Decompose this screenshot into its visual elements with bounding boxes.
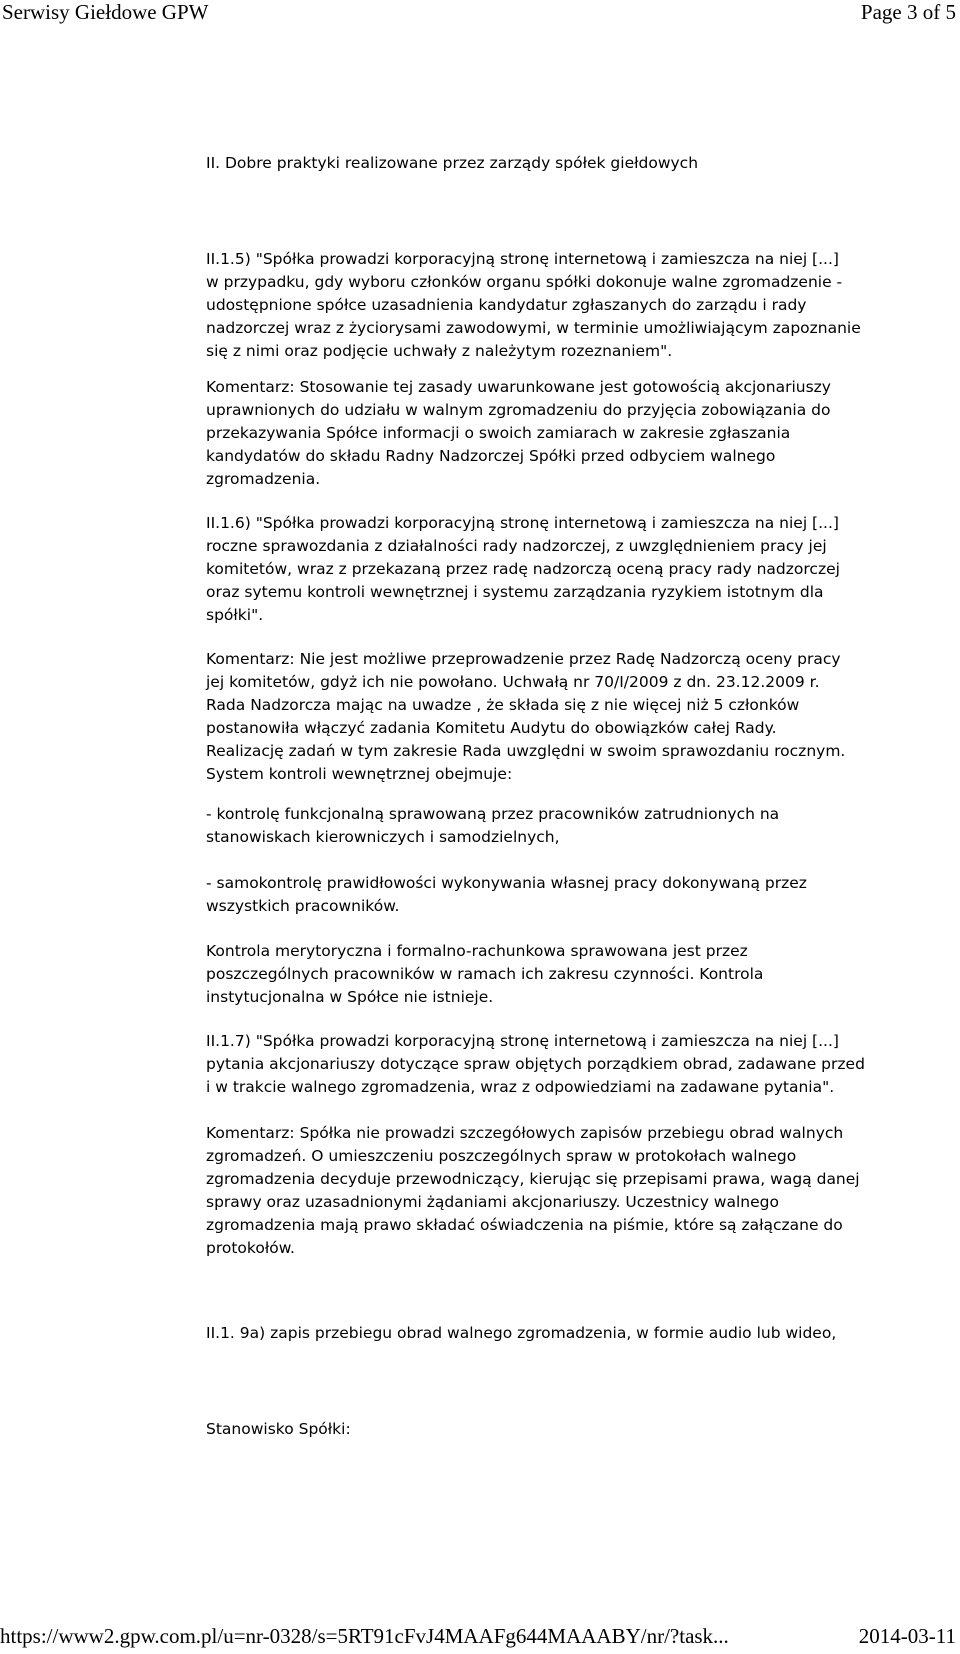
- paragraph: [206, 1122, 926, 1260]
- paragraph: [206, 1030, 926, 1099]
- text-line: przekazywania Spółce informacji o swoich zamiarach w zakresie zgłaszania: [206, 424, 791, 442]
- paragraph: [206, 940, 926, 1009]
- paragraph: [206, 1418, 926, 1441]
- text-line: stanowiskach kierowniczych i samodzielnych,: [206, 828, 560, 846]
- text-line: Komentarz: Nie jest możliwe przeprowadzenie przez Radę Nadzorczą oceny pracy: [206, 650, 841, 668]
- text-line: wszystkich pracowników.: [206, 897, 400, 915]
- text-line: Kontrola merytoryczna i formalno-rachunkowa sprawowana jest przez: [206, 942, 748, 960]
- text-line: Stanowisko Spółki:: [206, 1420, 351, 1438]
- text-line: komitetów, wraz z przekazaną przez radę nadzorczą oceną pracy rady nadzorczej: [206, 560, 840, 578]
- text-line: się z nimi oraz podjęcie uchwały z należytym rozeznaniem".: [206, 342, 673, 360]
- text-line: w przypadku, gdy wyboru członków organu spółki dokonuje walne zgromadzenie -: [206, 273, 843, 291]
- text-line: sprawy oraz uzasadnionymi żądaniami akcjonariuszy. Uczestnicy walnego: [206, 1193, 779, 1211]
- text-line: Rada Nadzorcza mając na uwadze , że składa się z nie więcej niż 5 członków: [206, 696, 800, 714]
- text-line: oraz sytemu kontroli wewnętrznej i systemu zarządzania ryzykiem istotnym dla: [206, 583, 824, 601]
- footer-url[interactable]: https://www2.gpw.com.pl/u=nr-0328/s=5RT91cFvJ4MAAFg644MAAABY/nr/?task...: [0, 1624, 729, 1648]
- text-line: i w trakcie walnego zgromadzenia, wraz z odpowiedziami na zadawane pytania".: [206, 1078, 835, 1096]
- page-indicator: Page 3 of 5: [860, 0, 956, 24]
- text-line: protokołów.: [206, 1239, 295, 1257]
- text-line: pytania akcjonariuszy dotyczące spraw objętych porządkiem obrad, zadawane przed: [206, 1055, 865, 1073]
- text-line: II.1.5) "Spółka prowadzi korporacyjną stronę internetową i zamieszcza na niej [...]: [206, 250, 839, 268]
- text-line: poszczególnych pracowników w ramach ich zakresu czynności. Kontrola: [206, 965, 764, 983]
- paragraph: [206, 152, 926, 175]
- text-line: - kontrolę funkcjonalną sprawowaną przez pracowników zatrudnionych na: [206, 805, 780, 823]
- paragraph: [206, 512, 926, 627]
- text-line: II. Dobre praktyki realizowane przez zarządy spółek giełdowych: [206, 154, 699, 172]
- text-line: kandydatów do składu Radny Nadzorczej Spółki przed odbyciem walnego: [206, 447, 776, 465]
- text-line: - samokontrolę prawidłowości wykonywania własnej pracy dokonywaną przez: [206, 874, 807, 892]
- text-line: II.1.7) "Spółka prowadzi korporacyjną stronę internetową i zamieszcza na niej [...]: [206, 1032, 839, 1050]
- page-footer: [0, 1624, 960, 1654]
- paragraph: [206, 376, 926, 491]
- text-line: zgromadzenia mają prawo składać oświadczenia na piśmie, które są załączane do: [206, 1216, 843, 1234]
- paragraph: [206, 248, 926, 363]
- text-line: postanowiła włączyć zadania Komitetu Audytu do obowiązków całej Rady.: [206, 719, 777, 737]
- text-line: spółki".: [206, 606, 264, 624]
- text-line: jej komitetów, gdyż ich nie powołano. Uchwałą nr 70/I/2009 z dn. 23.12.2009 r.: [206, 673, 820, 691]
- paragraph: [206, 648, 926, 786]
- text-line: Komentarz: Spółka nie prowadzi szczegółowych zapisów przebiegu obrad walnych: [206, 1124, 844, 1142]
- text-line: System kontroli wewnętrznej obejmuje:: [206, 765, 513, 783]
- text-line: zgromadzenia decyduje przewodniczący, kierując się przepisami prawa, wagą danej: [206, 1170, 860, 1188]
- text-line: roczne sprawozdania z działalności rady nadzorczej, z uwzględnieniem pracy jej: [206, 537, 827, 555]
- footer-date: 2014-03-11: [858, 1624, 956, 1648]
- paragraph: [206, 803, 926, 849]
- text-line: nadzorczej wraz z życiorysami zawodowymi, w terminie umożliwiającym zapoznanie: [206, 319, 861, 337]
- text-line: udostępnione spółce uzasadnienia kandydatur zgłaszanych do zarządu i rady: [206, 296, 807, 314]
- text-line: uprawnionych do udziału w walnym zgromadzeniu do przyjęcia zobowiązania do: [206, 401, 831, 419]
- text-line: Realizację zadań w tym zakresie Rada uwzględni w swoim sprawozdaniu rocznym.: [206, 742, 846, 760]
- paragraph: [206, 1322, 926, 1345]
- site-title: Serwisy Giełdowe GPW: [2, 0, 209, 24]
- text-line: II.1.6) "Spółka prowadzi korporacyjną stronę internetową i zamieszcza na niej [...]: [206, 514, 839, 532]
- text-line: instytucjonalna w Spółce nie istnieje.: [206, 988, 494, 1006]
- page-header: [0, 0, 960, 30]
- text-line: zgromadzeń. O umieszczeniu poszczególnych spraw w protokołach walnego: [206, 1147, 797, 1165]
- text-line: Komentarz: Stosowanie tej zasady uwarunkowane jest gotowością akcjonariuszy: [206, 378, 831, 396]
- text-line: zgromadzenia.: [206, 470, 321, 488]
- paragraph: [206, 872, 926, 918]
- text-line: II.1. 9a) zapis przebiegu obrad walnego zgromadzenia, w formie audio lub wideo,: [206, 1324, 837, 1342]
